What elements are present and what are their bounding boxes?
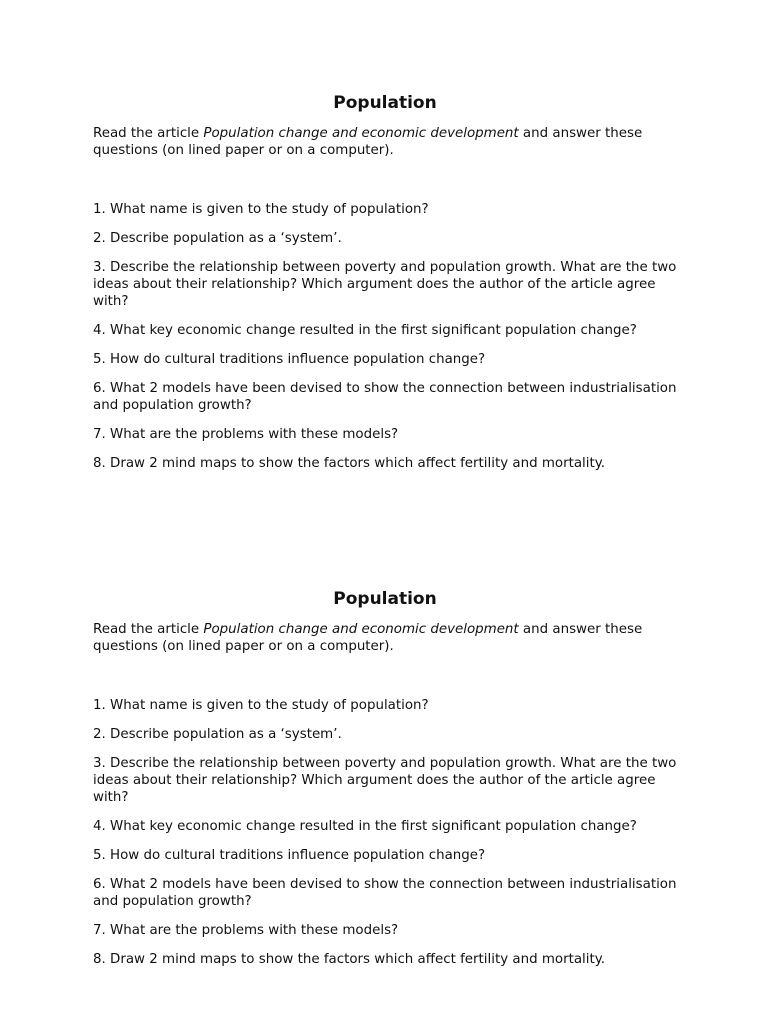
question-item: 6. What 2 models have been devised to show the connection between industrialisation and population growth? <box>93 381 677 413</box>
instructions-lead: Read the article <box>93 622 204 637</box>
question-item: 2. Describe population as a ‘system’. <box>93 727 342 742</box>
instructions-lead: Read the article <box>93 126 204 141</box>
question-item: 7. What are the problems with these models? <box>93 923 399 938</box>
question-item: 8. Draw 2 mind maps to show the factors which affect fertility and mortality. <box>93 456 606 471</box>
question-item: 1. What name is given to the study of population? <box>93 202 429 217</box>
question-item: 3. Describe the relationship between poverty and population growth. What are the two ideas about their relationship? Which argument does the author of the article agree with? <box>93 260 677 309</box>
question-item: 8. Draw 2 mind maps to show the factors which affect fertility and mortality. <box>93 952 606 967</box>
worksheet-instructions <box>93 125 693 159</box>
question-item: 7. What are the problems with these models? <box>93 427 399 442</box>
question-item: 5. How do cultural traditions influence population change? <box>93 848 486 863</box>
worksheet-bottom <box>93 588 693 980</box>
question-item: 2. Describe population as a ‘system’. <box>93 231 342 246</box>
question-item: 4. What key economic change resulted in the first significant population change? <box>93 323 637 338</box>
worksheet-title: Population <box>333 589 437 609</box>
question-item: 5. How do cultural traditions influence population change? <box>93 352 486 367</box>
instructions-tail: and answer these questions (on lined paper or on a computer). <box>93 126 643 158</box>
worksheet-top <box>93 92 693 484</box>
article-title: Population change and economic development <box>203 622 519 637</box>
question-list <box>93 201 693 472</box>
worksheet-title: Population <box>333 93 437 113</box>
question-item: 3. Describe the relationship between poverty and population growth. What are the two ideas about their relationship? Which argument does the author of the article agree with? <box>93 756 677 805</box>
question-item: 4. What key economic change resulted in the first significant population change? <box>93 819 637 834</box>
question-list <box>93 697 693 968</box>
question-item: 1. What name is given to the study of population? <box>93 698 429 713</box>
question-item: 6. What 2 models have been devised to show the connection between industrialisation and population growth? <box>93 877 677 909</box>
worksheet-instructions <box>93 621 693 655</box>
instructions-tail: and answer these questions (on lined paper or on a computer). <box>93 622 643 654</box>
article-title: Population change and economic development <box>203 126 519 141</box>
